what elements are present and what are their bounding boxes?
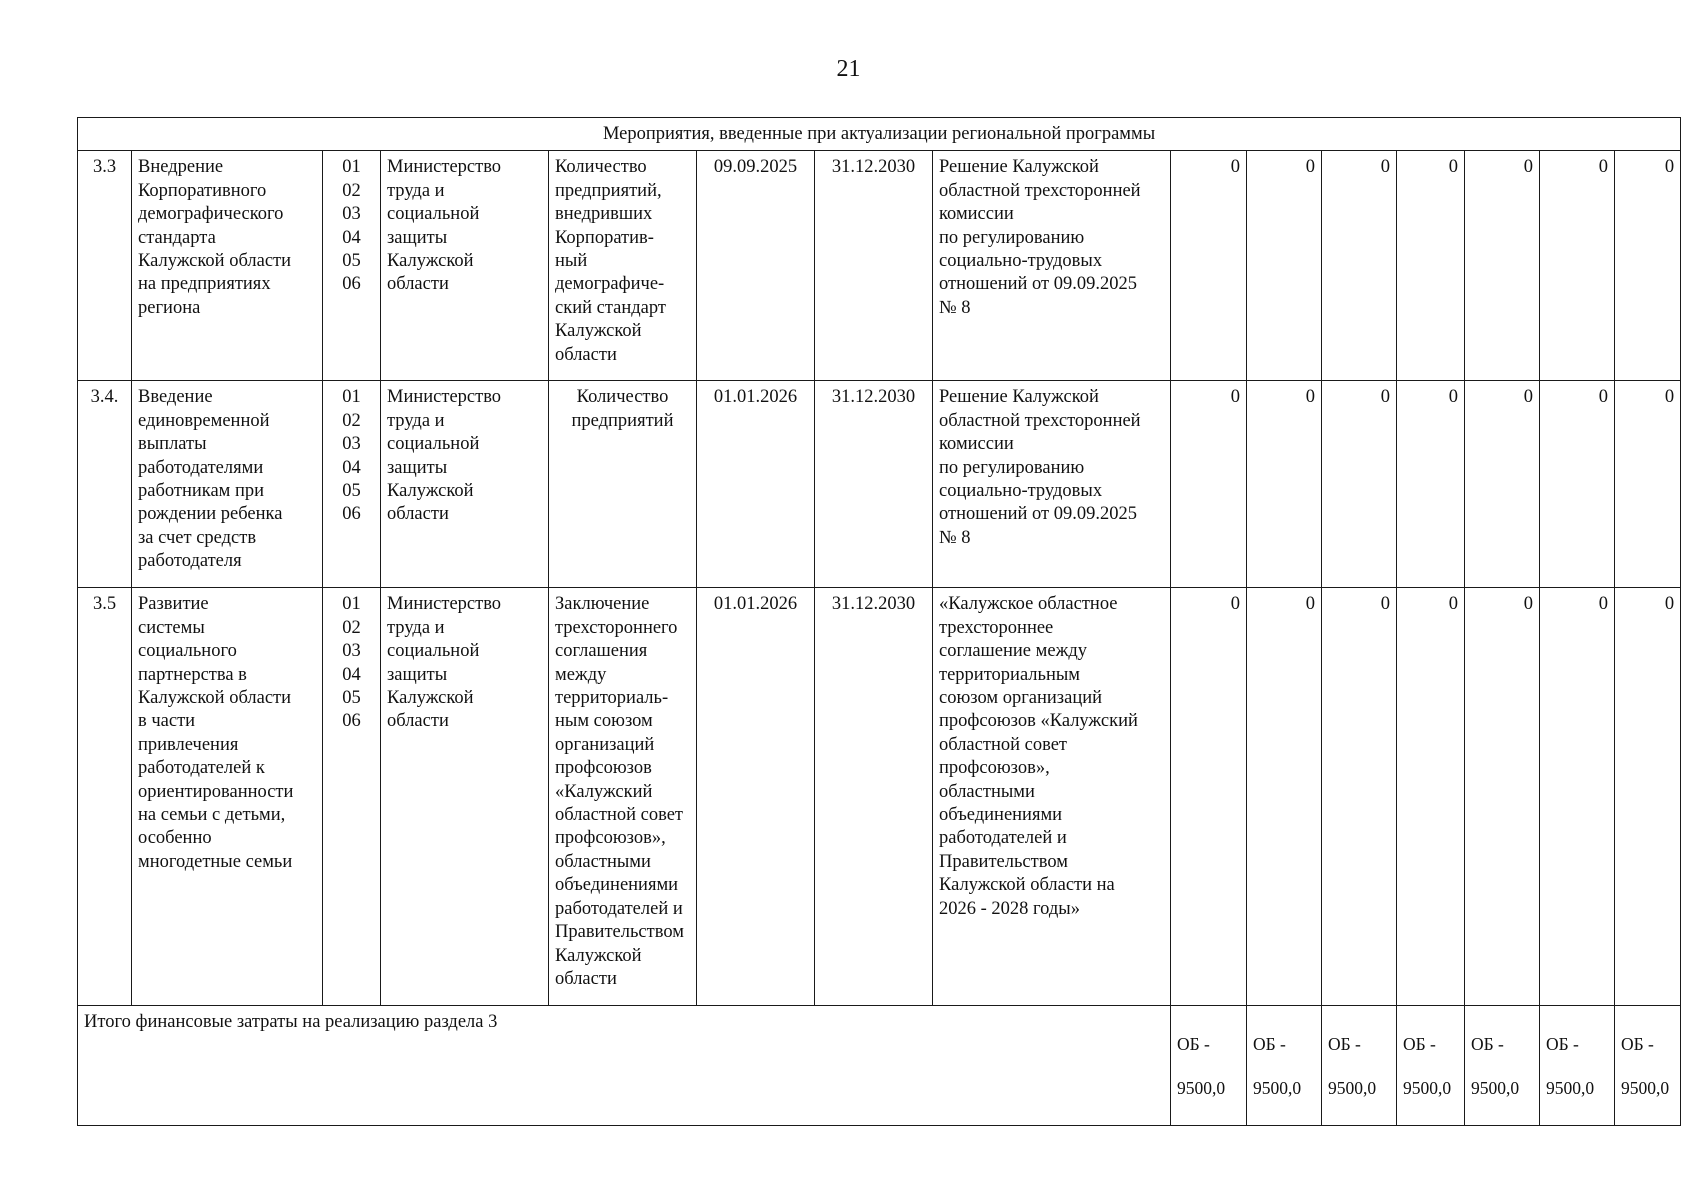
funding-value: 0 [1397, 588, 1465, 1006]
budget-amount: 9500,0 [1328, 1078, 1377, 1099]
activity-name: Введение единовременной выплаты работодателями работникам при рождении ребенка за счет средств работодателя [132, 381, 323, 588]
total-funding [1465, 1006, 1540, 1126]
funding-value: 0 [1540, 151, 1615, 381]
program-table [77, 117, 1681, 1126]
funding-value: 0 [1465, 381, 1540, 588]
activity-name: Внедрение Корпоративного демографического стандарта Калужской области на предприятиях региона [132, 151, 323, 381]
total-label: Итого финансовые затраты на реализацию раздела 3 [78, 1006, 1171, 1126]
budget-source: ОБ - [1546, 1034, 1579, 1055]
funding-value: 0 [1397, 381, 1465, 588]
budget-source: ОБ - [1403, 1034, 1436, 1055]
funding-value: 0 [1322, 151, 1397, 381]
legal-basis: Решение Калужской областной трехсторонней комиссии по регулированию социально-трудовых отношений от 09.09.2025 № 8 [933, 381, 1171, 588]
funding-value: 0 [1540, 381, 1615, 588]
budget-amount: 9500,0 [1177, 1078, 1226, 1099]
end-date: 31.12.2030 [815, 381, 933, 588]
total-funding [1615, 1006, 1681, 1126]
total-row [78, 1006, 1681, 1126]
budget-source: ОБ - [1471, 1034, 1504, 1055]
budget-amount: 9500,0 [1403, 1078, 1452, 1099]
row-number: 3.5 [78, 588, 132, 1006]
responsible-executor: Министерство труда и социальной защиты Калужской области [381, 381, 549, 588]
end-date: 31.12.2030 [815, 151, 933, 381]
start-date: 01.01.2026 [697, 381, 815, 588]
funding-value: 0 [1247, 381, 1322, 588]
budget-amount: 9500,0 [1621, 1078, 1670, 1099]
result-indicator: Заключение трехстороннего соглашения между территориаль- ным союзом организаций профсоюзов «Калужский областной совет профсоюзов», областными объединениями работодателей и Правительством Калужской области [549, 588, 697, 1006]
funding-value: 0 [1247, 588, 1322, 1006]
table-row [78, 151, 1681, 381]
budget-amount: 9500,0 [1471, 1078, 1520, 1099]
start-date: 01.01.2026 [697, 588, 815, 1006]
row-number: 3.4. [78, 381, 132, 588]
table-row [78, 588, 1681, 1006]
result-indicator: Количество предприятий, внедривших Корпоратив- ный демографиче- ский стандарт Калужской области [549, 151, 697, 381]
funding-value: 0 [1615, 588, 1681, 1006]
funding-value: 0 [1322, 381, 1397, 588]
funding-value: 0 [1465, 588, 1540, 1006]
total-funding [1247, 1006, 1322, 1126]
task-codes: 01 02 03 04 05 06 [323, 381, 381, 588]
total-funding [1397, 1006, 1465, 1126]
task-codes: 01 02 03 04 05 06 [323, 588, 381, 1006]
budget-source: ОБ - [1328, 1034, 1361, 1055]
funding-value: 0 [1171, 588, 1247, 1006]
section-header-row [78, 118, 1681, 151]
legal-basis: Решение Калужской областной трехсторонней комиссии по регулированию социально-трудовых отношений от 09.09.2025 № 8 [933, 151, 1171, 381]
responsible-executor: Министерство труда и социальной защиты Калужской области [381, 151, 549, 381]
end-date: 31.12.2030 [815, 588, 933, 1006]
budget-source: ОБ - [1177, 1034, 1210, 1055]
total-funding [1540, 1006, 1615, 1126]
funding-value: 0 [1397, 151, 1465, 381]
budget-source: ОБ - [1621, 1034, 1654, 1055]
total-funding [1171, 1006, 1247, 1126]
funding-value: 0 [1465, 151, 1540, 381]
responsible-executor: Министерство труда и социальной защиты Калужской области [381, 588, 549, 1006]
task-codes: 01 02 03 04 05 06 [323, 151, 381, 381]
budget-amount: 9500,0 [1546, 1078, 1595, 1099]
funding-value: 0 [1247, 151, 1322, 381]
funding-value: 0 [1540, 588, 1615, 1006]
result-indicator: Количество предприятий [549, 381, 697, 588]
page-number: 21 [836, 56, 861, 82]
legal-basis: «Калужское областное трехстороннее соглашение между территориальным союзом организаций профсоюзов «Калужский областной совет профсоюзов», областными объединениями работодателей и Правительством Калужской области на 2026 - 2028 годы» [933, 588, 1171, 1006]
budget-amount: 9500,0 [1253, 1078, 1302, 1099]
funding-value: 0 [1615, 151, 1681, 381]
budget-source: ОБ - [1253, 1034, 1286, 1055]
section-title: Мероприятия, введенные при актуализации региональной программы [78, 118, 1681, 151]
funding-value: 0 [1322, 588, 1397, 1006]
table-row [78, 381, 1681, 588]
total-funding [1322, 1006, 1397, 1126]
funding-value: 0 [1171, 151, 1247, 381]
funding-value: 0 [1171, 381, 1247, 588]
activity-name: Развитие системы социального партнерства в Калужской области в части привлечения работодателей к ориентированности на семьи с детьми, особенно многодетные семьи [132, 588, 323, 1006]
funding-value: 0 [1615, 381, 1681, 588]
row-number: 3.3 [78, 151, 132, 381]
start-date: 09.09.2025 [697, 151, 815, 381]
